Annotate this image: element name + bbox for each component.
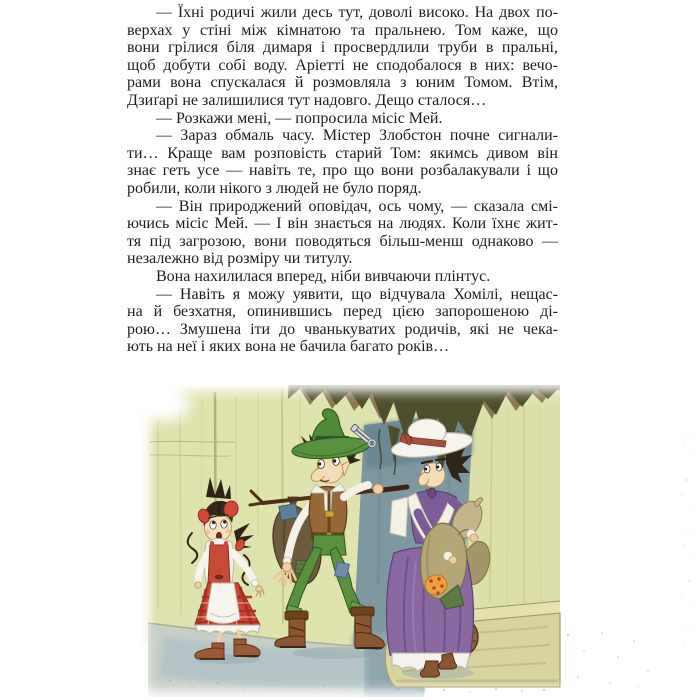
text-line: Вона нахилилася вперед, ніби вивчаючи плінтус. — [156, 267, 491, 285]
text-line: — Навіть я можу уявити, що відчувала Хомілі, нещас- — [156, 285, 558, 303]
text-line: — Зараз обмаль часу. Містер Злобстон почне сигнали- — [156, 127, 558, 145]
text-line: ти… Краще вам розповість старий Том: якимсь дивом він — [127, 144, 558, 162]
story-illustration — [140, 385, 700, 700]
text-line: Дзиґарі не залишилися тут надовго. Дещо сталося… — [127, 91, 487, 109]
text-line: ючись місіс Мей. — І він знається на людях. Коли їхнє жит- — [127, 215, 558, 233]
text-line: на й безхатня, опинившись перед цією запорошеною ді- — [127, 303, 558, 321]
text-line: незалежно від розміру чи титулу. — [127, 250, 353, 268]
text-line: ють на неї і яких вона не бачила багато років… — [127, 338, 450, 356]
text-line: рою… Змушена іти до чванькуватих родичів, які не чека- — [127, 320, 558, 338]
text-line: вони грілися біля димаря і просвердлили труби в пральні, — [127, 39, 558, 57]
text-line: верхах у стіні між кімнатою та пральнею. Том каже, що — [127, 21, 558, 39]
text-line: знає геть усе — навіть те, про що вони розбалакували і що — [127, 162, 558, 180]
text-line: — Їхні родичі жили десь тут, доволі високо. На двох по- — [156, 4, 558, 21]
text-line: тя під загрозою, вони поводяться більш-менш однаково — — [127, 232, 558, 250]
story-text — [127, 4, 558, 356]
text-line: щоб добути собі воду. Аріетті не сподобалося в них: вечо- — [127, 56, 558, 74]
text-line: — Розкажи мені, — попросила місіс Мей. — [156, 109, 443, 127]
text-line: рами вона спускалася й розмовляла з юним Томом. Втім, — [127, 74, 558, 92]
text-line: — Він природжений оповідач, ось чому, — сказала смі- — [156, 197, 558, 215]
text-line: робили, коли нікого з людей не було поряд. — [127, 179, 422, 197]
